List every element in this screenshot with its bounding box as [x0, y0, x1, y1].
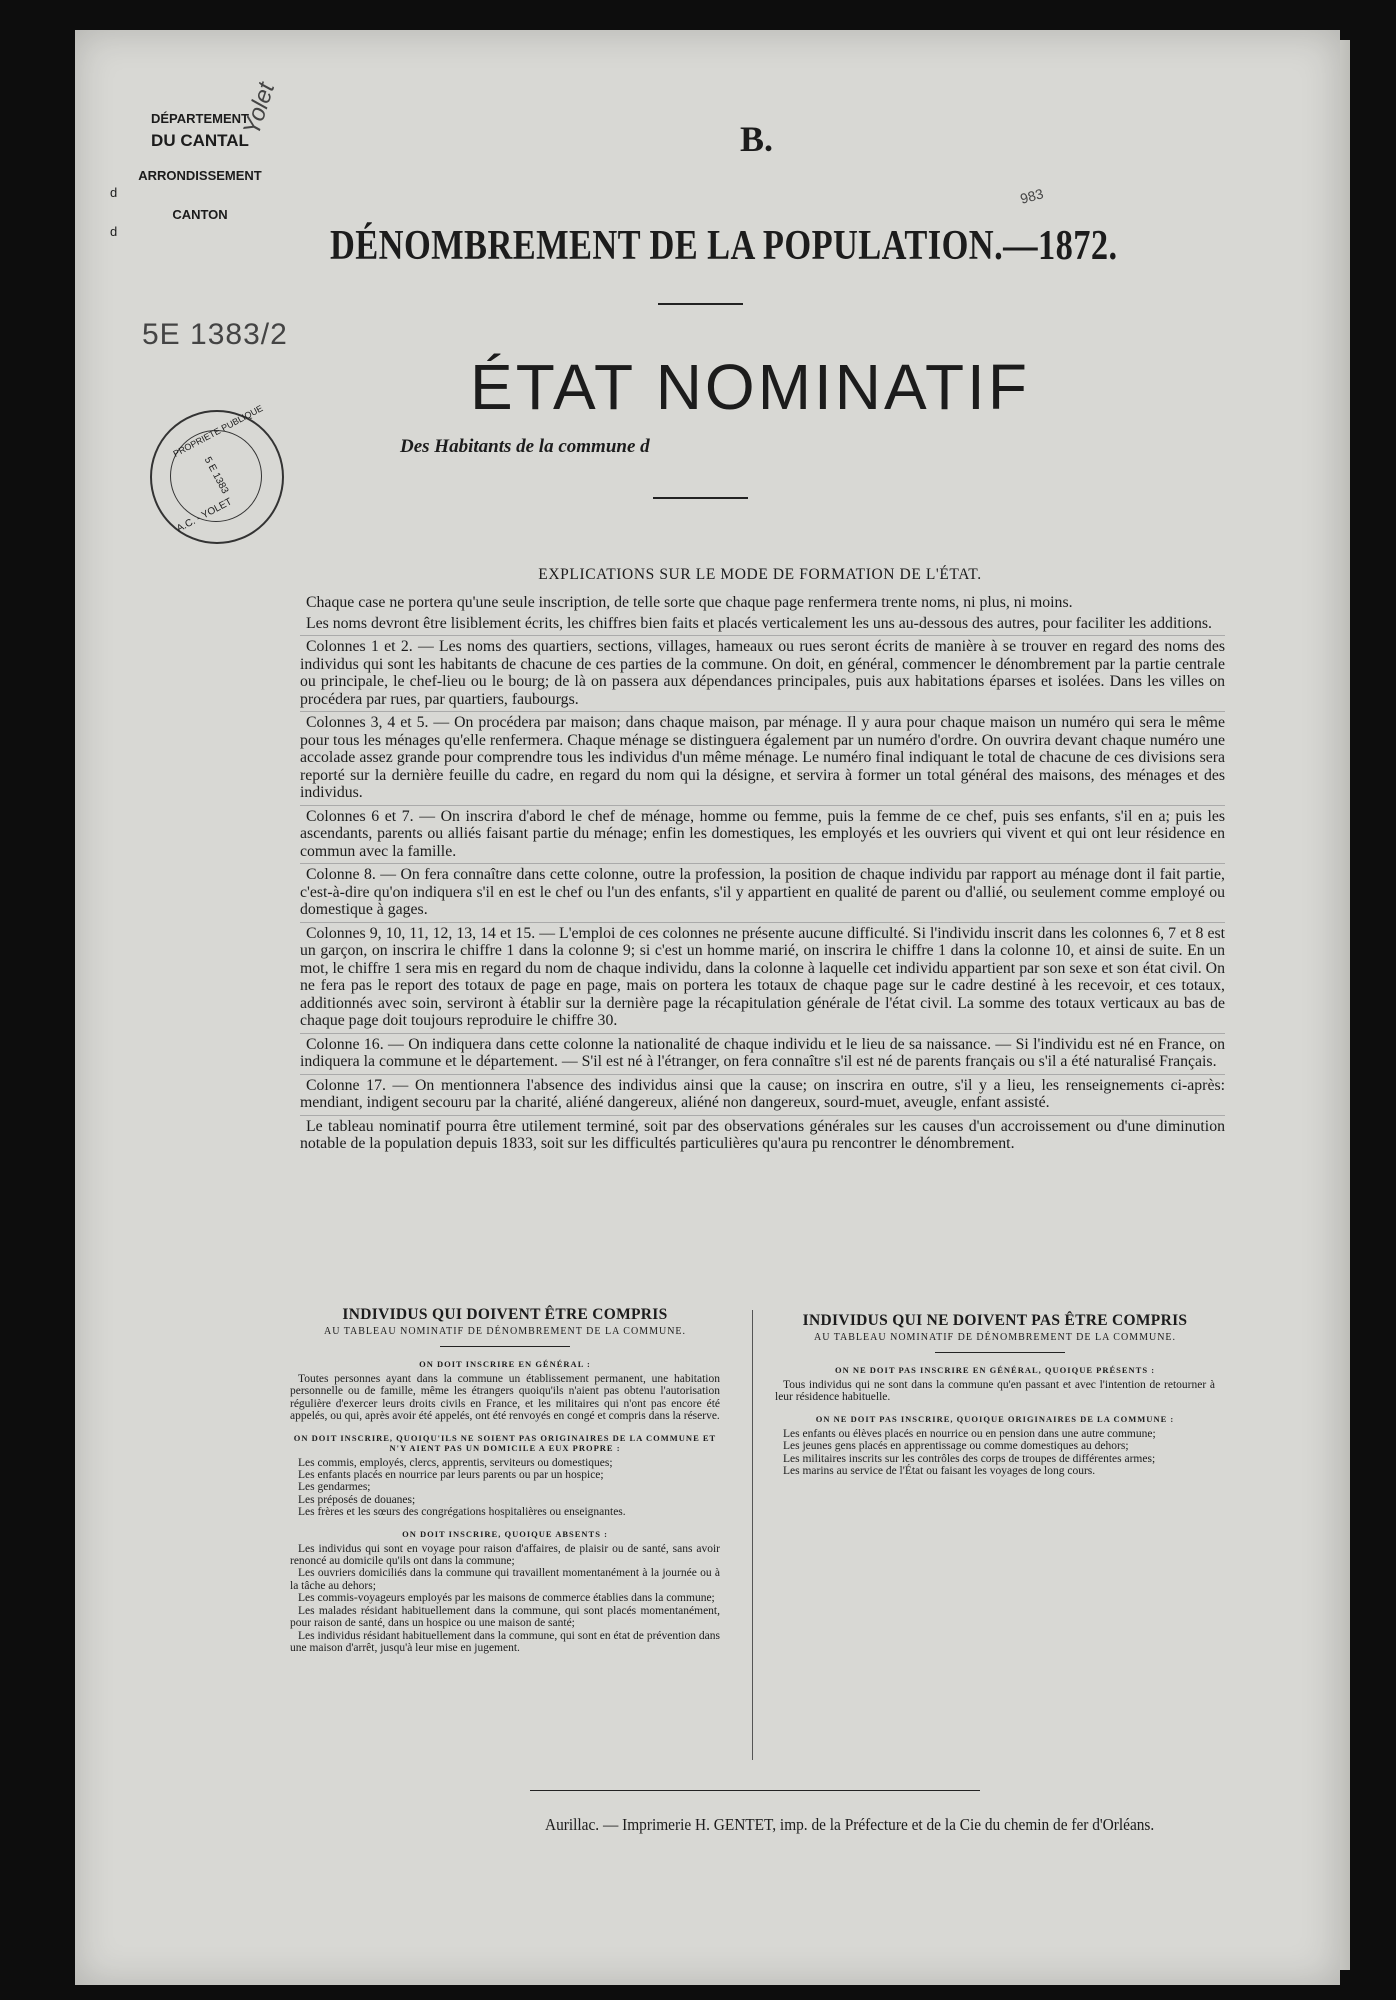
- explanation-paragraph: Le tableau nominatif pourra être utilement terminé, soit par des observations générales sur les causes d'un accroissement ou d'une diminution notable de la population depuis 1833, soit sur les difficultés particulières qu'aura pu rencontrer le dénombrement.: [300, 1115, 1225, 1153]
- explanations-heading: EXPLICATIONS SUR LE MODE DE FORMATION DE L'ÉTAT.: [538, 566, 982, 583]
- canton-label: CANTON: [172, 207, 228, 223]
- included-item: Les malades résidant habituellement dans la commune, qui sont placés momentanément, pour raison de santé, dans un hospice ou une maison de santé;: [290, 1604, 720, 1630]
- excluded-section-heading: ON NE DOIT PAS INSCRIRE EN GÉNÉRAL, QUOIQUE PRÉSENTS :: [834, 1365, 1156, 1375]
- stamp-line-3: A.C. - YOLET: [174, 496, 234, 535]
- included-section-heading: ON DOIT INSCRIRE, QUOIQUE ABSENTS :: [402, 1528, 608, 1539]
- document-title: DÉNOMBREMENT DE LA POPULATION.—1872.: [330, 223, 1118, 269]
- footer-rule: [530, 1790, 980, 1791]
- handwritten-page-note: 983: [1018, 185, 1046, 207]
- explanation-paragraph: Colonne 16. — On indiquera dans cette colonne la nationalité de chaque individu et le lieu de sa naissance. — Si l'individu est né en France, on indiquera la commune et le département. — S'il est né à l'étranger, on fera connaître s'il est né de parents français ou s'il a été naturalisé Français.: [300, 1033, 1225, 1071]
- excluded-item: Tous individus qui ne sont dans la commune qu'en passant et avec l'intention de retourner à leur résidence habituelle.: [775, 1379, 1215, 1404]
- excluded-item: Les jeunes gens placés en apprentissage ou comme domestiques au dehors;: [783, 1440, 1129, 1453]
- included-section-heading: ON DOIT INSCRIRE, QUOIQU'ILS NE SOIENT PAS ORIGINAIRES DE LA COMMUNE ET N'Y AIENT PAS UN DOMICILE A EUX PROPRE :: [293, 1432, 717, 1453]
- included-section-heading: ON DOIT INSCRIRE EN GÉNÉRAL :: [419, 1359, 591, 1369]
- excluded-rule: [935, 1352, 1065, 1353]
- included-title: INDIVIDUS QUI DOIVENT ÊTRE COMPRIS: [342, 1306, 668, 1323]
- included-rule: [440, 1346, 570, 1347]
- included-item: Les individus qui sont en voyage pour raison d'affaires, de plaisir ou de santé, sans avoir renoncé au domicile qu'ils ont dans la commune;: [290, 1542, 720, 1568]
- explanation-paragraph: Colonnes 9, 10, 11, 12, 13, 14 et 15. — L'emploi de ces colonnes ne présente aucune difficulté. Si l'individu inscrit dans les colonnes 6, 7 et 8 est un garçon, on inscrira le chiffre 1 dans la colonne 9; si c'est un homme marié, on inscrira le chiffre 1 dans la colonne 10, et ainsi de suite. En un mot, le chiffre 1 sera mis en regard du nom de chaque individu, dans la colonne à laquelle cet individu appartient par son sexe et son état civil. On ne fera pas le report des totaux de page en page, mais on portera les totaux de chaque page sur le cadre destiné à les recevoir, et ces totaux, additionnés avec soin, serviront à établir sur la dernière page la récapitulation générale de l'état civil. La somme des totaux verticaux au bas de chaque page doit toujours reproduire le chiffre 30.: [300, 922, 1225, 1030]
- form-letter: B.: [740, 119, 774, 159]
- explanation-paragraph: Colonnes 1 et 2. — Les noms des quartiers, sections, villages, hameaux ou rues seront écrits de manière à se trouver en regard des noms des individus qui sont les habitants de chacune de ces parties de la commune. On doit, en général, commencer le dénombrement par la partie centrale ou principale, le chef-lieu ou le bourg; de là on passera aux dépendances principales, puis aux habitations éparses et isolées. Dans les villes on procédera par rues, par quartiers, faubourgs.: [300, 635, 1225, 708]
- arrondissement-d: d: [110, 185, 118, 201]
- explanations-body: [300, 594, 1225, 1156]
- included-item: Les frères et les sœurs des congrégations hospitalières ou enseignantes.: [298, 1506, 626, 1519]
- explanation-paragraph: Colonne 8. — On fera connaître dans cette colonne, outre la profession, la position de chaque individu par rapport au ménage dont il fait partie, c'est-à-dire qu'on indiquera s'il en est le chef ou l'un des enfants, s'il y appartient en qualité de parent ou d'allié, ou seulement comme employé ou domestique à gages.: [300, 863, 1225, 919]
- commune-label: Des Habitants de la commune d: [400, 436, 650, 457]
- explanation-paragraph: Les noms devront être lisiblement écrits, les chiffres bien faits et placés verticalement les uns au-dessous des autres, pour faciliter les additions.: [306, 614, 1212, 632]
- included-item: Les gendarmes;: [298, 1481, 371, 1494]
- excluded-title: INDIVIDUS QUI NE DOIVENT PAS ÊTRE COMPRIS: [802, 1312, 1188, 1329]
- included-item: Les préposés de douanes;: [298, 1493, 416, 1506]
- handwritten-archive-ref: 5E 1383/2: [142, 318, 288, 351]
- title-rule: [658, 303, 743, 305]
- canton-d: d: [110, 224, 118, 240]
- stamp-line-1: PROPRIETE PUBLIQUE: [171, 403, 265, 459]
- excluded-item: Les militaires inscrits sur les contrôles des corps de troupes de différentes armes;: [783, 1452, 1156, 1465]
- included-subtitle: AU TABLEAU NOMINATIF DE DÉNOMBREMENT DE LA COMMUNE.: [323, 1326, 687, 1337]
- included-item: Les individus résidant habituellement dans la commune, qui sont en état de prévention dans une maison d'arrêt, jusqu'à leur mise en jugement.: [290, 1629, 720, 1654]
- excluded-item: Les marins au service de l'État ou faisant les voyages de long cours.: [783, 1465, 1096, 1478]
- included-individuals-column: [290, 1306, 720, 1654]
- included-item: Les enfants placés en nourrice par leurs parents ou par un hospice;: [298, 1469, 604, 1482]
- explanation-paragraph: Colonne 17. — On mentionnera l'absence des individus ainsi que la cause; on inscrira en outre, s'il y a lieu, les renseignements ci-après: mendiant, indigent secouru par la charité, aliéné dangereux, aliéné non dangereux, sourd-muet, aveugle, enfant assisté.: [300, 1074, 1225, 1112]
- explanation-paragraph: Chaque case ne portera qu'une seule inscription, de telle sorte que chaque page renfermera trente noms, ni plus, ni moins.: [306, 594, 1073, 611]
- department-name: DU CANTAL: [151, 130, 249, 150]
- document-subtitle: ÉTAT NOMINATIF: [470, 351, 1030, 423]
- subtitle-rule: [653, 497, 748, 499]
- arrondissement-label: ARRONDISSEMENT: [138, 168, 262, 184]
- explanation-paragraph: Colonnes 3, 4 et 5. — On procédera par maison; dans chaque maison, par ménage. Il y aura pour chaque maison un numéro qui sera le même pour tous les ménages qu'elle renfermera. Chaque ménage se distinguera également par un numéro d'ordre. On ouvrira devant chaque numéro une accolade assez grande pour comprendre tous les individus d'un même ménage. Le numéro final indiquant le total de chacune de ces divisions sera reporté sur la dernière feuille du cadre, en regard du nom qui la désigne, et servira à former un total général des maisons, des ménages et des individus.: [300, 711, 1225, 802]
- archive-stamp: [150, 403, 284, 544]
- included-item: Les commis, employés, clercs, apprentis, serviteurs ou domestiques;: [298, 1456, 613, 1469]
- explanation-paragraph: Colonnes 6 et 7. — On inscrira d'abord le chef de ménage, homme ou femme, puis la femme de ce chef, puis ses enfants, s'il en a; puis les ascendants, parents ou alliés faisant partie du ménage; enfin les domestiques, les employés et les ouvriers qui vivent et qui ont leur résidence en commun avec la famille.: [300, 805, 1225, 861]
- excluded-section-heading: ON NE DOIT PAS INSCRIRE, QUOIQUE ORIGINAIRES DE LA COMMUNE :: [815, 1413, 1175, 1424]
- excluded-individuals-column: [775, 1312, 1215, 1477]
- printer-imprint: Aurillac. — Imprimerie H. GENTET, imp. de la Préfecture et de la Cie du chemin de fer d'Orléans.: [545, 1815, 1155, 1834]
- department-label: DÉPARTEMENT: [151, 111, 249, 126]
- handwritten-commune: Yolet: [238, 79, 281, 139]
- included-item: Les ouvriers domiciliés dans la commune qui travaillent momentanément à la journée ou à la tâche au dehors;: [290, 1567, 720, 1592]
- excluded-item: Les enfants ou élèves placés en nourrice ou en pension dans une autre commune;: [783, 1427, 1156, 1440]
- column-divider: [752, 1310, 753, 1760]
- excluded-subtitle: AU TABLEAU NOMINATIF DE DÉNOMBREMENT DE LA COMMUNE.: [813, 1332, 1177, 1343]
- stamp-line-2: 5 E 1383: [201, 455, 231, 496]
- included-item: Les commis-voyageurs employés par les maisons de commerce établies dans la commune;: [298, 1592, 715, 1605]
- included-item: Toutes personnes ayant dans la commune un établissement permanent, une habitation personnelle ou de famille, même les étrangers quoiqu'ils n'aient pas obtenu l'autorisation régulière d'exercer leurs droits civils en France, et les militaires qui n'ont pas encore été appelés, ou qui, après avoir été appelés, ont été renvoyés en congé et compris dans la réserve.: [290, 1373, 720, 1423]
